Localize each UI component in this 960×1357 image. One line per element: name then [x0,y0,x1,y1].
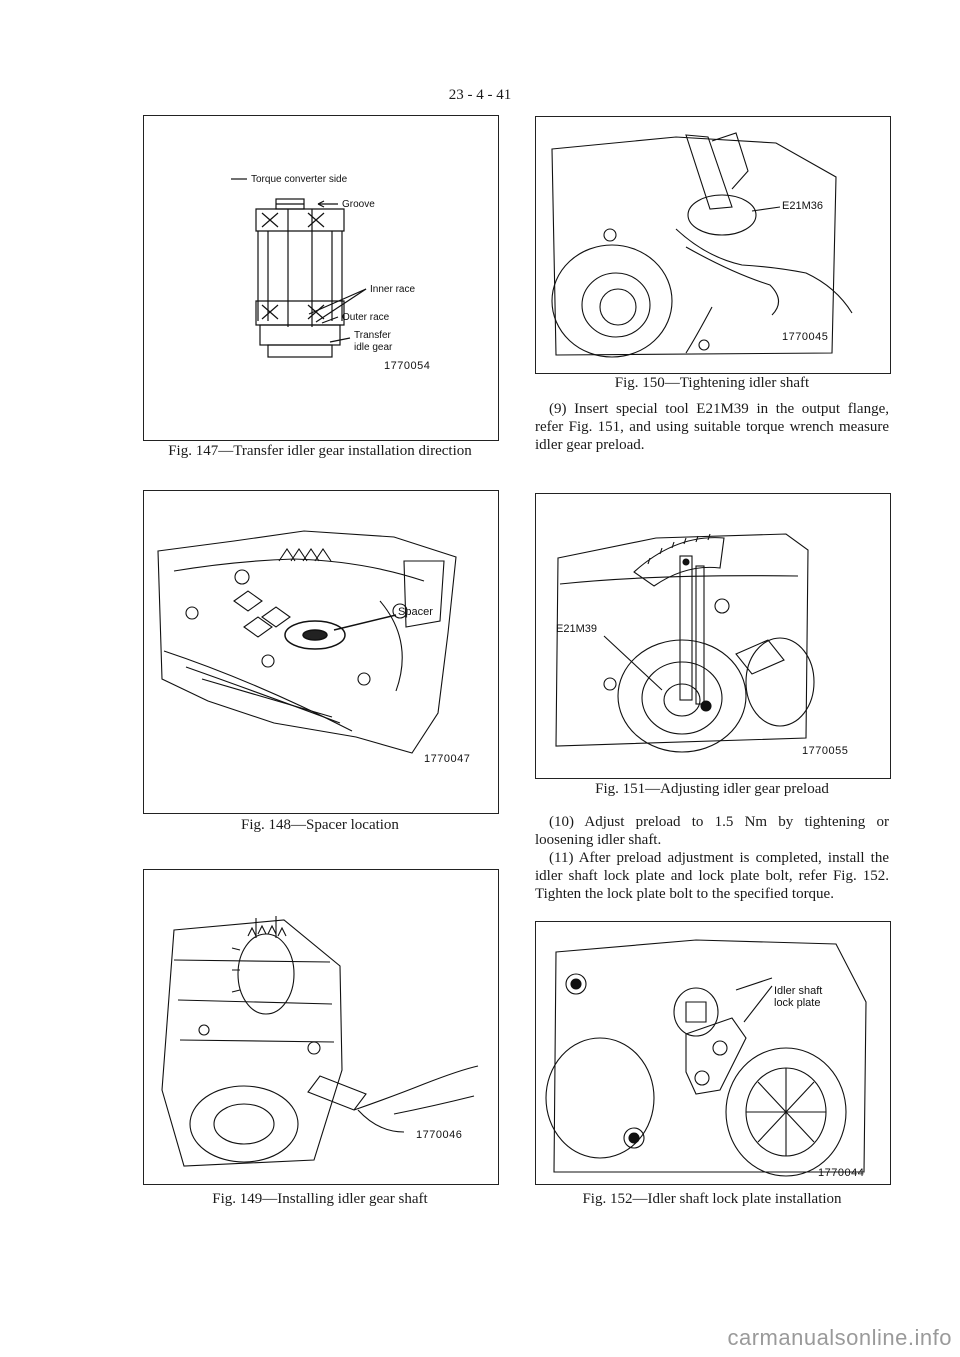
figure-147 [143,115,499,441]
spacer-illustration [144,491,498,813]
steps-10-11-paragraph [535,813,889,903]
step-9-paragraph [535,400,889,454]
installing-shaft-illustration [144,870,498,1184]
figure-148 [143,490,499,814]
figure-150 [535,116,891,374]
label-torque-converter-side: Torque converter side [251,174,348,185]
watermark: carmanualsonline.info [727,1325,952,1350]
caption-fig149: Fig. 149—Installing idler gear shaft [212,1191,428,1207]
label-outer-race: Outer race [342,312,390,323]
label-lock-plate: lock plate [774,997,821,1009]
label-spacer: Spacer [398,606,433,618]
tightening-shaft-illustration [536,117,890,373]
lock-plate-illustration [536,922,890,1184]
figure-151 [535,493,891,779]
figure-149 [143,869,499,1185]
label-e21m36: E21M36 [782,200,823,212]
label-idler-shaft: Idler shaft [774,985,823,997]
figure-code: 1770044 [818,1167,865,1179]
figure-code: 1770046 [416,1129,463,1141]
label-transfer: Transfer [354,330,391,341]
figure-code: 1770055 [802,745,849,757]
caption-fig151: Fig. 151—Adjusting idler gear preload [595,781,829,797]
step-11-text: (11) After preload adjustment is completed, install the idler shaft lock plate and lock plate bolt, refer Fig. 152. Tighten the lock plate bolt to the specified torque. [535,850,889,902]
caption-fig150: Fig. 150—Tightening idler shaft [614,375,810,391]
label-idle-gear: idle gear [354,342,393,353]
caption-fig148: Fig. 148—Spacer location [241,817,399,833]
step-10-text: (10) Adjust preload to 1.5 Nm by tightening or loosening idler shaft. [535,814,889,848]
label-groove: Groove [342,199,375,210]
figure-code: 1770047 [424,753,471,765]
figure-152 [535,921,891,1185]
bearing-diagram [144,116,498,440]
caption-fig147: Fig. 147—Transfer idler gear installation direction [168,443,472,459]
page-number: 23 - 4 - 41 [448,87,512,103]
label-e21m39: E21M39 [556,623,597,635]
preload-illustration [536,494,890,778]
figure-code: 1770045 [782,331,829,343]
figure-code: 1770054 [384,360,431,372]
step-9-text: (9) Insert special tool E21M39 in the output flange, refer Fig. 151, and using suitable torque wrench measure idler gear preload. [535,401,889,453]
label-inner-race: Inner race [370,284,416,295]
caption-fig152: Fig. 152—Idler shaft lock plate installation [582,1191,842,1207]
